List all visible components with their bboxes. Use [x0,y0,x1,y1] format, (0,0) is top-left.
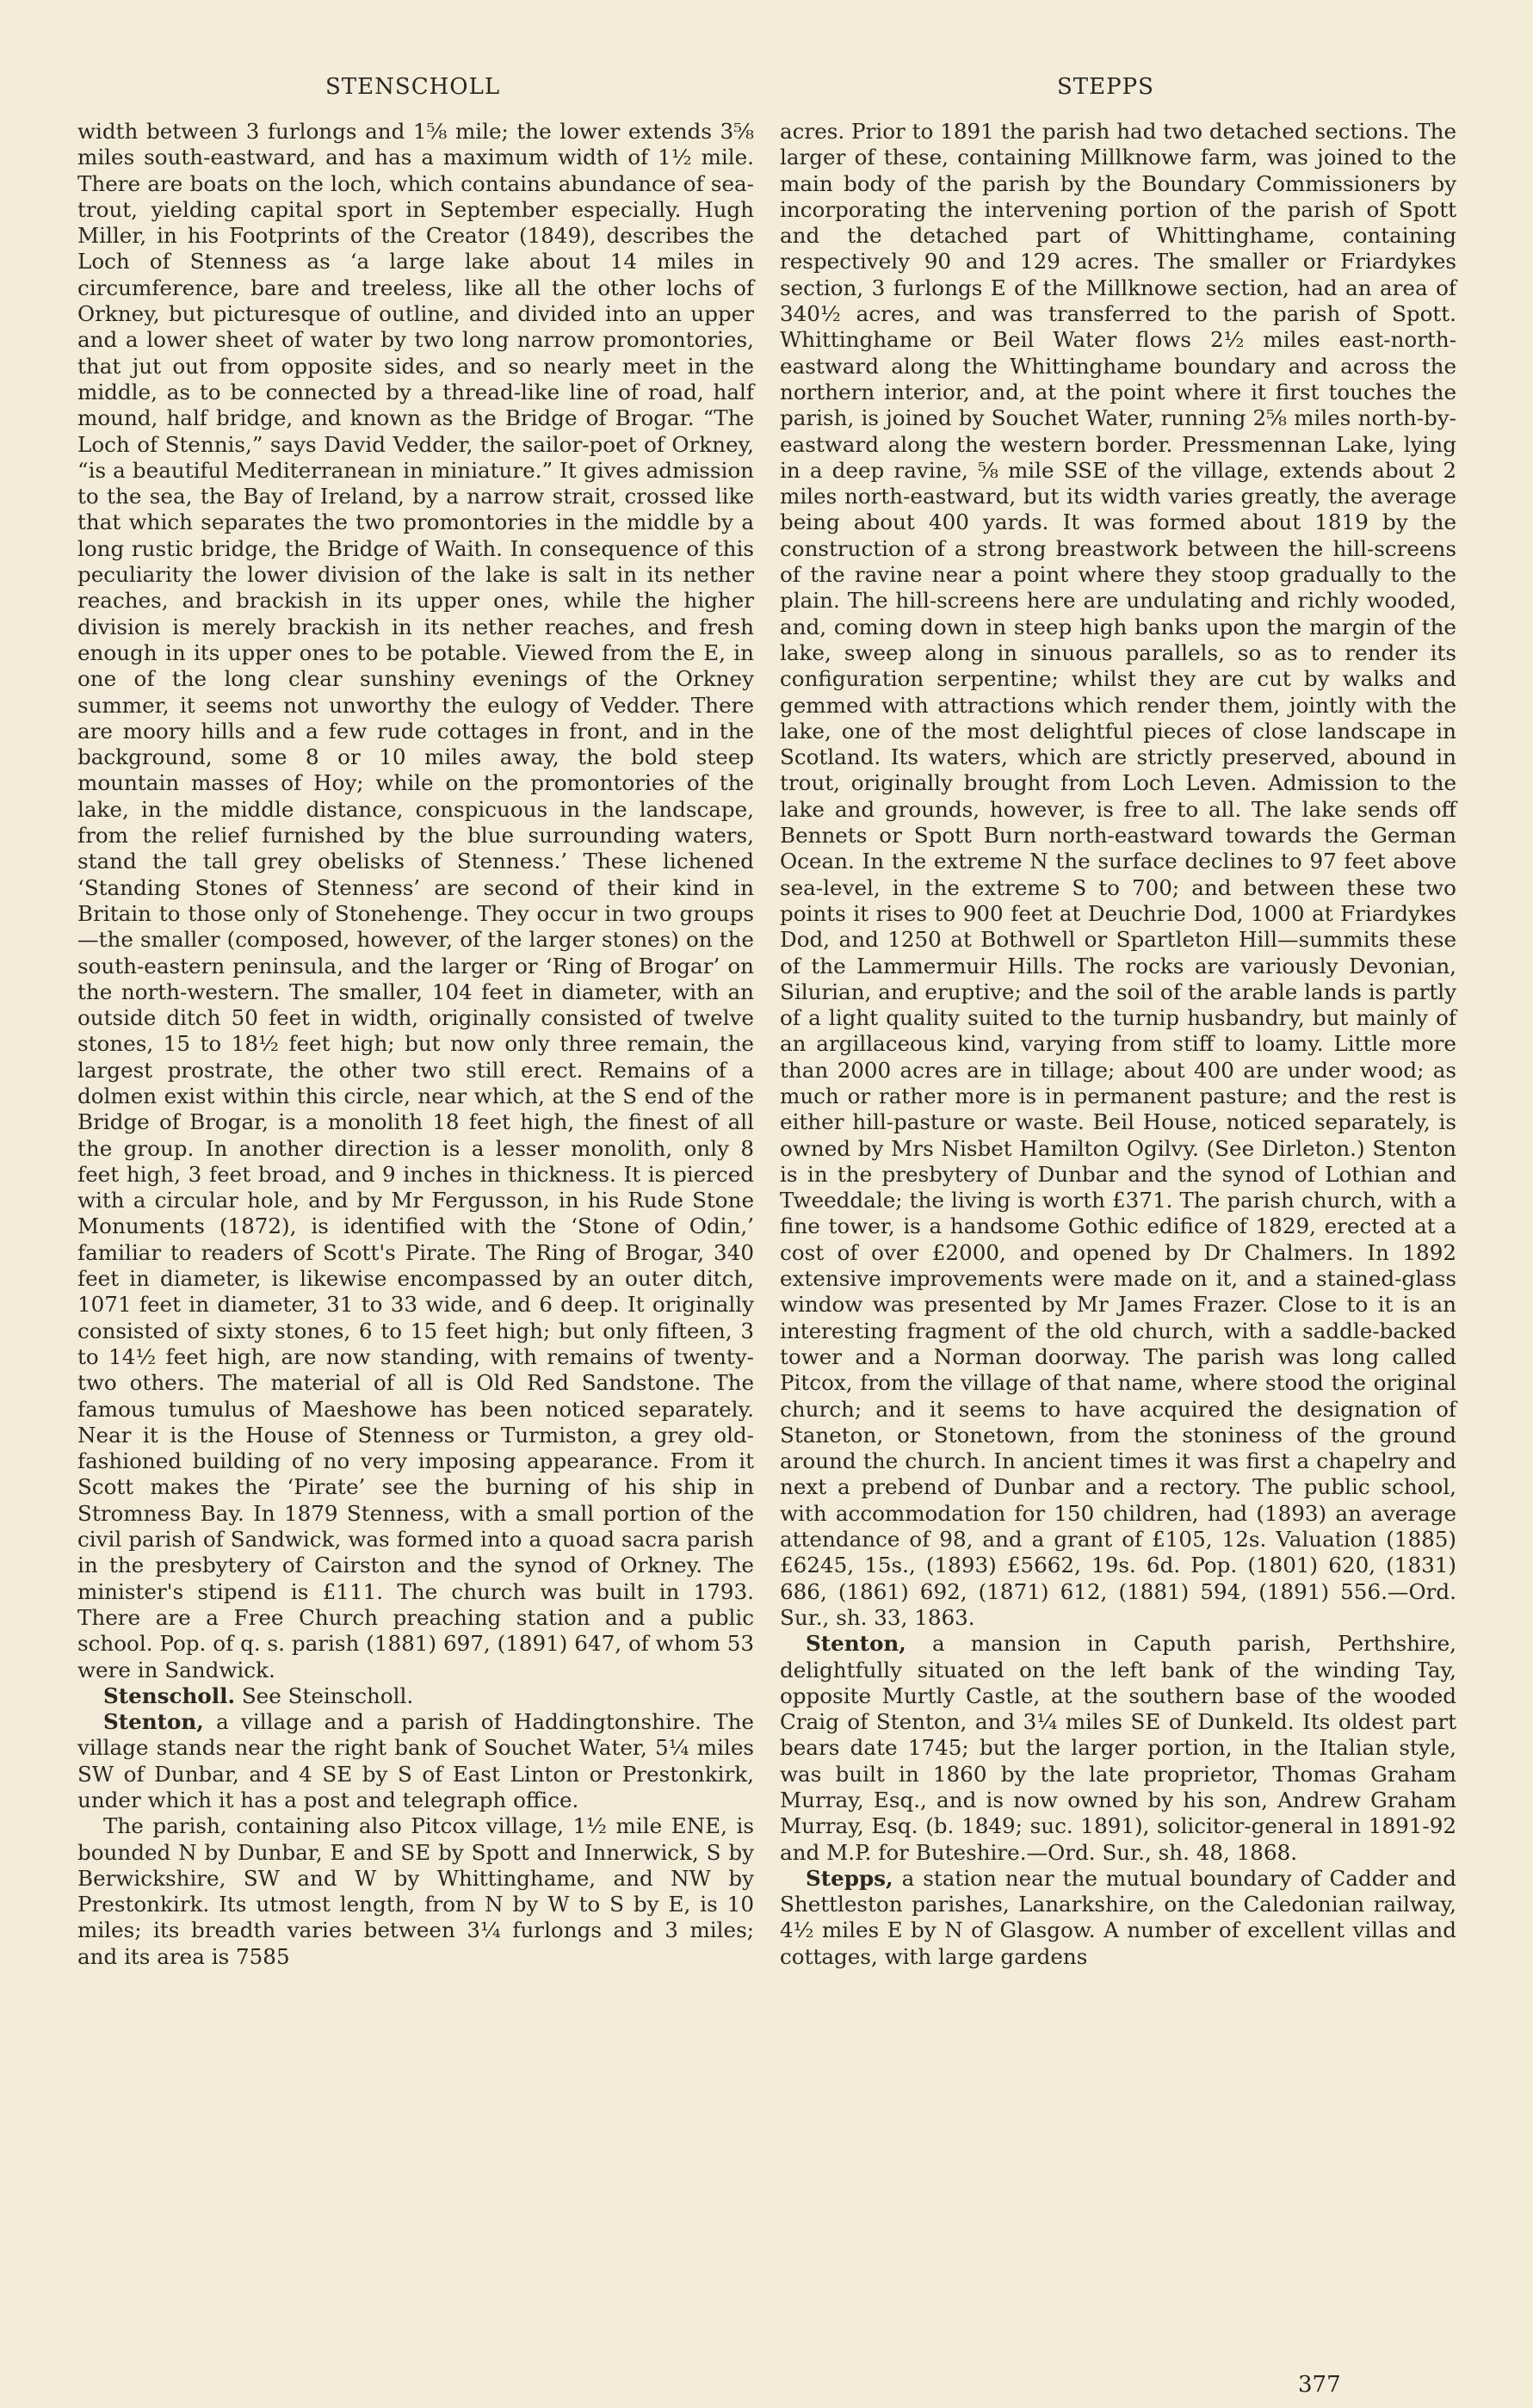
running-header-left: STENSCHOLL [325,74,501,100]
entry-stenton-village: Stenton, a village and a parish of Haddingtonshire. The village stands near the right bank of Souchet Water, 5¼ miles SW of Dunbar, and 4 SE by S of East Linton or Prestonkirk, under which it has a post and telegraph office. [77,1709,754,1812]
entry-headword: Stenton, [806,1631,906,1657]
right-column [780,119,1456,1970]
entry-headword: Stenton, [103,1709,204,1735]
entry-stepps: Stepps, a station near the mutual boundary of Cadder and Shettleston parishes, Lanarkshire, on the Caledonian railway, 4½ miles E by N of Glasgow. A number of excellent villas and cottages, with large gardens [780,1865,1456,1969]
paragraph-stenton-continued: acres. Prior to 1891 the parish had two detached sections. The larger of these, containing Millknowe farm, was joined to the main body of the parish by the Boundary Commissioners by incorporating the intervening portion of the parish of Spott and the detached part of Whittinghame, containing respectively 90 and 129 acres. The smaller or Friardykes section, 3 furlongs E of the Millknowe section, had an area of 340½ acres, and was transferred to the parish of Spott. Whittinghame or Beil Water flows 2½ miles east-north-eastward along the Whittinghame boundary and across the northern interior, and, at the point where it first touches the parish, is joined by Souchet Water, running 2⅝ miles north-by-eastward along the western border. Pressmennan Lake, lying in a deep ravine, ⅝ mile SSE of the village, extends about 2 miles north-eastward, but its width varies greatly, the average being about 400 yards. It was formed about 1819 by the construction of a strong breastwork between the hill-screens of the ravine near a point where they stoop gradually to the plain. The hill-screens here are undulating and richly wooded, and, coming down in steep high banks upon the margin of the lake, sweep along in sinuous parallels, so as to render its configuration serpentine; whilst they are cut by walks and gemmed with attractions which render them, jointly with the lake, one of the most delightful pieces of close landscape in Scotland. Its waters, which are strictly preserved, abound in trout, originally brought from Loch Leven. Admission to the lake and grounds, however, is free to all. The lake sends off Bennets or Spott Burn north-eastward towards the German Ocean. In the extreme N the surface declines to 97 feet above sea-level, in the extreme S to 700; and between these two points it rises to 900 feet at Deuchrie Dod, 1000 at Friardykes Dod, and 1250 at Bothwell or Spartleton Hill—summits these of the Lammermuir Hills. The rocks are variously Devonian, Silurian, and eruptive; and the soil of the arable lands is partly of a light quality suited to the turnip husbandry, but mainly of an argillaceous kind, varying from stiff to loamy. Little more than 2000 acres are in tillage; about 400 are under wood; as much or rather more is in permanent pasture; and the rest is either hill-pasture or waste. Beil House, noticed separately, is owned by Mrs Nisbet Hamilton Ogilvy. (See Dirleton.) Stenton is in the presbytery of Dunbar and the synod of Lothian and Tweeddale; the living is worth £371. The parish church, with a fine tower, is a handsome Gothic edifice of 1829, erected at a cost of over £2000, and opened by Dr Chalmers. In 1892 extensive improvements were made on it, and a stained-glass window was presented by Mr James Frazer. Close to it is an interesting fragment of the old church, with a saddle-backed tower and a Norman doorway. The parish was long called Pitcox, from the village of that name, where stood the original church; and it seems to have acquired the designation of Staneton, or Stonetown, from the stoniness of the ground around the church. In ancient times it was first a chapelry and next a prebend of Dunbar and a rectory. The public school, with accommodation for 150 children, had (1893) an average attendance of 98, and a grant of £105, 12s. Valuation (1885) £6245, 15s., (1893) £5662, 19s. 6d. Pop. (1801) 620, (1831) 686, (1861) 692, (1871) 612, (1881) 594, (1891) 556.—Ord. Sur., sh. 33, 1863. [780,119,1456,1630]
paragraph-stenton-parish: The parish, containing also Pitcox village, 1½ mile ENE, is bounded N by Dunbar, E and SE by Spott and Innerwick, S by Berwickshire, SW and W by Whittinghame, and NW by Prestonkirk. Its utmost length, from N by W to S by E, is 10 miles; its breadth varies between 3¼ furlongs and 3 miles; and its area is 7585 [77,1813,754,1969]
entry-stenton-mansion: Stenton, a mansion in Caputh parish, Perthshire, delightfully situated on the left bank of the winding Tay, opposite Murtly Castle, at the southern base of the wooded Craig of Stenton, and 3¼ miles SE of Dunkeld. Its oldest part bears date 1745; but the larger portion, in the Italian style, was built in 1860 by the late proprietor, Thomas Graham Murray, Esq., and is now owned by his son, Andrew Graham Murray, Esq. (b. 1849; suc. 1891), solicitor-general in 1891-92 and M.P. for Buteshire.—Ord. Sur., sh. 48, 1868. [780,1631,1456,1865]
entry-headword: Stepps, [806,1865,893,1891]
entry-headword: Stenscholl. [103,1683,236,1708]
paragraph-stenness-continued: width between 3 furlongs and 1⅝ mile; the lower extends 3⅝ miles south-eastward, and has a maximum width of 1½ mile. There are boats on the loch, which contains abundance of sea-trout, yielding capital sport in September especially. Hugh Miller, in his Footprints of the Creator (1849), describes the Loch of Stenness as ‘a large lake about 14 miles in circumference, bare and treeless, like all the other lochs of Orkney, but picturesque of outline, and divided into an upper and a lower sheet of water by two long narrow promontories, that jut out from opposite sides, and so nearly meet in the middle, as to be connected by a thread-like line of road, half mound, half bridge, and known as the Bridge of Brogar. “The Loch of Stennis,” says David Vedder, the sailor-poet of Orkney, “is a beautiful Mediterranean in miniature.” It gives admission to the sea, the Bay of Ireland, by a narrow strait, crossed like that which separates the two promontories in the middle by a long rustic bridge, the Bridge of Waith. In consequence of this peculiarity the lower division of the lake is salt in its nether reaches, and brackish in its upper ones, while the higher division is merely brackish in its nether reaches, and fresh enough in its upper ones to be potable. Viewed from the E, in one of the long clear sunshiny evenings of the Orkney summer, it seems not unworthy the eulogy of Vedder. There are moory hills and a few rude cottages in front, and in the background, some 8 or 10 miles away, the bold steep mountain masses of Hoy; while on the promontories of the lake, in the middle distance, conspicuous in the landscape, from the relief furnished by the blue surrounding waters, stand the tall grey obelisks of Stenness.’ These lichened ‘Standing Stones of Stenness’ are second of their kind in Britain to those only of Stonehenge. They occur in two groups—the smaller (composed, however, of the larger stones) on the south-eastern peninsula, and the larger or ‘Ring of Brogar’ on the north-western. The smaller, 104 feet in diameter, with an outside ditch 50 feet in width, originally consisted of twelve stones, 15 to 18½ feet high; but now only three remain, the largest prostrate, the other two still erect. Remains of a dolmen exist within this circle, near which, at the S end of the Bridge of Brogar, is a monolith 18 feet high, the finest of all the group. In another direction is a lesser monolith, only 8 feet high, 3 feet broad, and 9 inches in thickness. It is pierced with a circular hole, and by Mr Fergusson, in his Rude Stone Monuments (1872), is identified with the ‘Stone of Odin,’ familiar to readers of Scott's Pirate. The Ring of Brogar, 340 feet in diameter, is likewise encompassed by an outer ditch, 1071 feet in diameter, 31 to 33 wide, and 6 deep. It originally consisted of sixty stones, 6 to 15 feet high; but only fifteen, 3 to 14½ feet high, are now standing, with remains of twenty-two others. The material of all is Old Red Sandstone. The famous tumulus of Maeshowe has been noticed separately. Near it is the House of Stenness or Turmiston, a grey old-fashioned building of no very imposing appearance. From it Scott makes the ‘Pirate’ see the burning of his ship in Stromness Bay. In 1879 Stenness, with a small portion of the civil parish of Sandwick, was formed into a quoad sacra parish in the presbytery of Cairston and the synod of Orkney. The minister's stipend is £111. The church was built in 1793. There are a Free Church preaching station and a public school. Pop. of q. s. parish (1881) 697, (1891) 647, of whom 53 were in Sandwick. [77,119,754,1683]
running-header-right: STEPPS [1057,74,1154,100]
entry-stenscholl: Stenscholl. See Steinscholl. [103,1683,414,1708]
left-column [77,119,754,1970]
page-number: 377 [1298,2372,1341,2398]
